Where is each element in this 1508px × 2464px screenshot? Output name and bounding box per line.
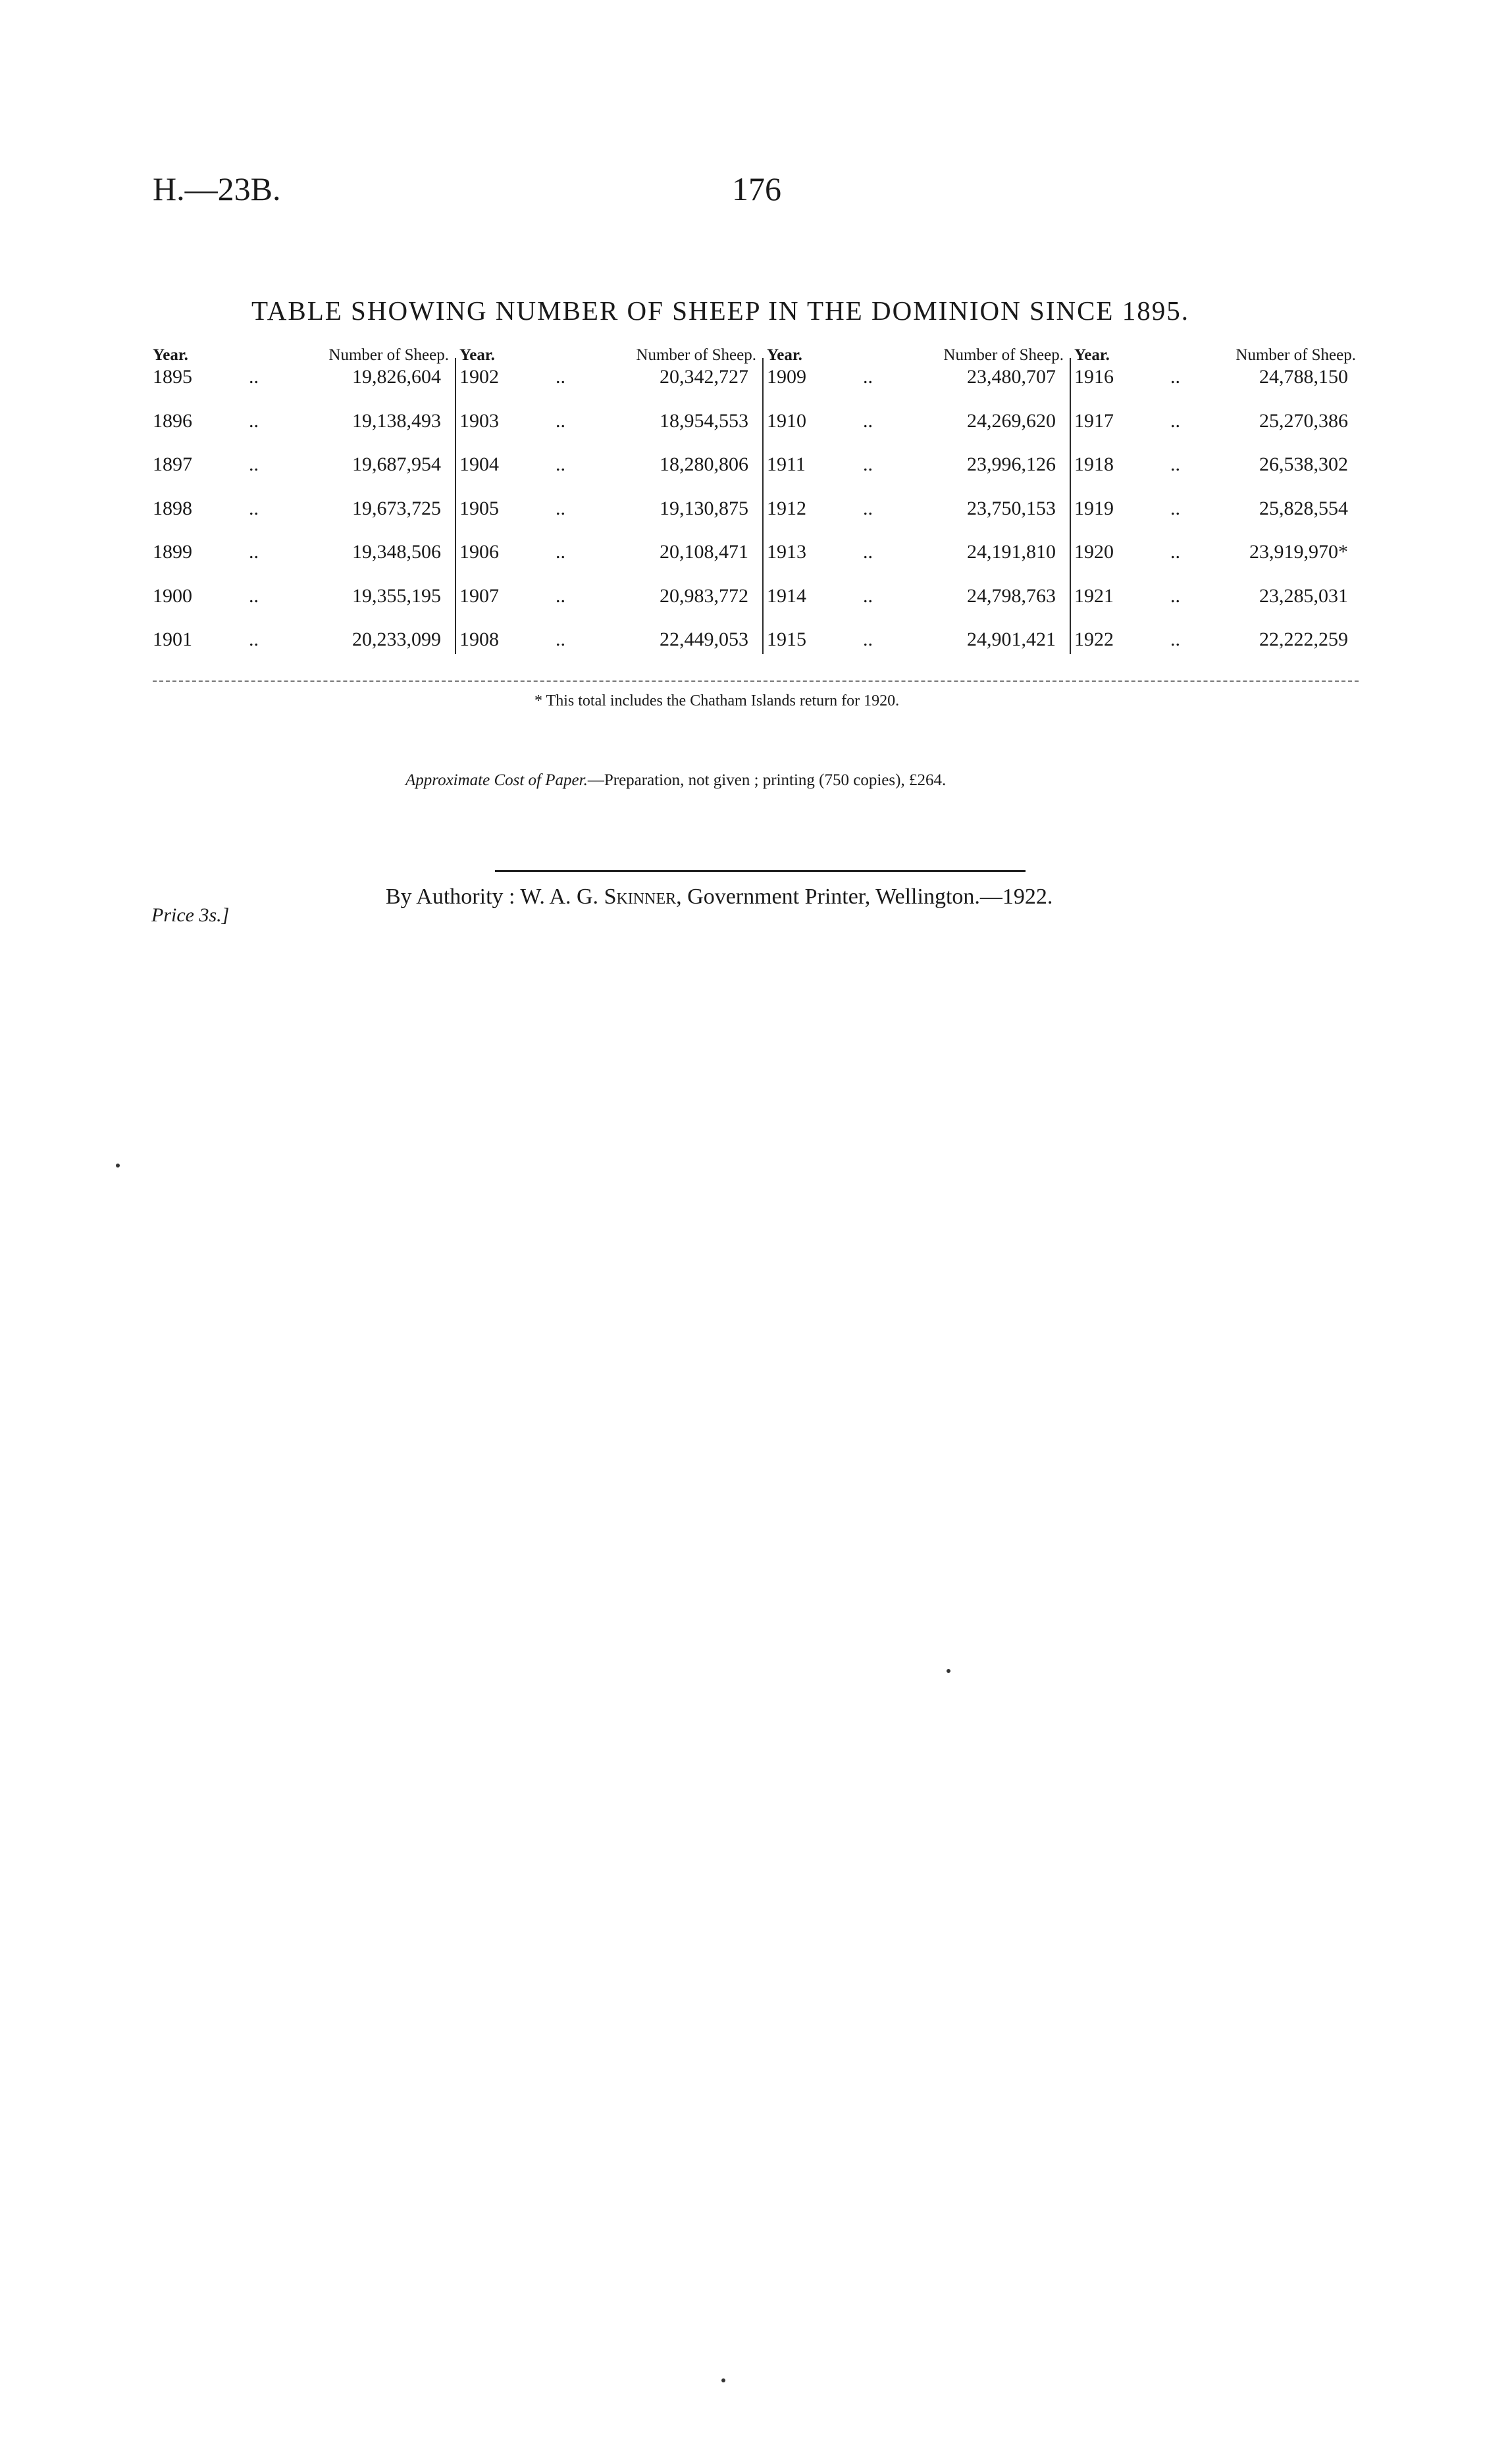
table-title: TABLE SHOWING NUMBER OF SHEEP IN THE DOMINION SINCE 1895. [251, 295, 1189, 326]
table-row [764, 453, 1069, 497]
row-sheep-count: 25,828,554 [1259, 497, 1348, 519]
row-year: 1910 [767, 409, 806, 432]
row-sheep-count: 22,222,259 [1259, 629, 1348, 650]
row-sheep-count: 19,130,875 [660, 497, 748, 519]
column-divider [1070, 358, 1071, 654]
row-sheep-count: 23,285,031 [1259, 584, 1348, 607]
table-row [764, 410, 1069, 453]
table-row [764, 541, 1069, 584]
table-row [1072, 366, 1361, 409]
sheep-table [150, 346, 1361, 655]
table-row [764, 629, 1069, 672]
row-leader: .. [863, 541, 873, 563]
imprint-prefix: By Authority : W. A. G. [386, 885, 604, 909]
row-leader: .. [249, 453, 259, 475]
row-year: 1901 [153, 629, 192, 650]
table-row [457, 629, 762, 672]
table-block [150, 346, 454, 655]
row-sheep-count: 26,538,302 [1259, 453, 1348, 475]
number-column-header: Number of Sheep. [1235, 346, 1356, 364]
row-sheep-count: 20,108,471 [660, 541, 748, 563]
row-leader: .. [863, 409, 873, 432]
cost-label: Approximate Cost of Paper. [405, 771, 588, 789]
column-divider [455, 358, 456, 654]
row-leader: .. [863, 453, 873, 475]
number-column-header: Number of Sheep. [943, 346, 1064, 364]
row-leader: .. [249, 409, 259, 432]
row-year: 1898 [153, 497, 192, 519]
cost-of-paper [405, 771, 946, 790]
row-year: 1897 [153, 453, 192, 475]
number-column-header: Number of Sheep. [636, 346, 756, 364]
table-rule [153, 680, 1359, 682]
row-year: 1900 [153, 584, 192, 607]
row-year: 1921 [1074, 584, 1114, 607]
row-leader: .. [249, 497, 259, 519]
table-row [1072, 498, 1361, 541]
row-year: 1903 [459, 409, 499, 432]
row-leader: .. [1170, 497, 1180, 519]
table-row [150, 366, 454, 409]
row-year: 1896 [153, 409, 192, 432]
row-sheep-count: 19,348,506 [352, 541, 441, 563]
row-year: 1917 [1074, 409, 1114, 432]
page-number: 176 [732, 170, 781, 207]
year-column-header: Year. [459, 346, 495, 364]
scan-speck [116, 1164, 120, 1168]
row-leader: .. [556, 453, 565, 475]
row-leader: .. [1170, 409, 1180, 432]
row-year: 1922 [1074, 629, 1114, 650]
row-year: 1905 [459, 497, 499, 519]
table-row [150, 541, 454, 584]
row-leader: .. [1170, 584, 1180, 607]
table-row [457, 410, 762, 453]
row-leader: .. [863, 629, 873, 650]
row-sheep-count: 18,280,806 [660, 453, 748, 475]
table-block [764, 346, 1069, 655]
row-leader: .. [249, 541, 259, 563]
row-year: 1918 [1074, 453, 1114, 475]
row-sheep-count: 25,270,386 [1259, 409, 1348, 432]
table-row [764, 585, 1069, 629]
row-year: 1920 [1074, 541, 1114, 563]
row-sheep-count: 19,138,493 [352, 409, 441, 432]
table-row [1072, 453, 1361, 497]
scan-speck [721, 2378, 725, 2382]
table-row [1072, 629, 1361, 672]
table-row [457, 453, 762, 497]
row-sheep-count: 22,449,053 [660, 629, 748, 650]
row-leader: .. [556, 541, 565, 563]
imprint-suffix: , Government Printer, Wellington.—1922. [676, 885, 1053, 909]
table-footnote: * This total includes the Chatham Islands return for 1920. [534, 692, 900, 709]
table-row [1072, 541, 1361, 584]
row-sheep-count: 24,269,620 [967, 409, 1056, 432]
row-sheep-count: 20,983,772 [660, 584, 748, 607]
row-year: 1907 [459, 584, 499, 607]
row-year: 1916 [1074, 366, 1114, 388]
row-leader: .. [863, 497, 873, 519]
table-row [150, 585, 454, 629]
row-sheep-count: 24,798,763 [967, 584, 1056, 607]
table-row [1072, 585, 1361, 629]
row-leader: .. [1170, 366, 1180, 388]
table-block [1072, 346, 1361, 655]
row-leader: .. [556, 497, 565, 519]
table-row [1072, 410, 1361, 453]
row-sheep-count: 18,954,553 [660, 409, 748, 432]
printer-name: Skinner [604, 885, 677, 909]
row-year: 1906 [459, 541, 499, 563]
year-column-header: Year. [153, 346, 188, 364]
table-block [457, 346, 762, 655]
table-row [457, 585, 762, 629]
row-year: 1919 [1074, 497, 1114, 519]
printer-imprint [386, 885, 1053, 910]
year-column-header: Year. [1074, 346, 1110, 364]
row-leader: .. [556, 366, 565, 388]
row-year: 1902 [459, 366, 499, 388]
table-row [150, 453, 454, 497]
row-leader: .. [556, 629, 565, 650]
row-year: 1904 [459, 453, 499, 475]
row-sheep-count: 19,355,195 [352, 584, 441, 607]
table-row [457, 541, 762, 584]
table-row [457, 366, 762, 409]
row-leader: .. [249, 366, 259, 388]
table-row [150, 410, 454, 453]
row-year: 1895 [153, 366, 192, 388]
column-divider [762, 358, 764, 654]
imprint-rule [495, 870, 1026, 872]
cost-text: —Preparation, not given ; printing (750 copies), £264. [587, 771, 947, 789]
row-sheep-count: 19,826,604 [352, 366, 441, 388]
row-sheep-count: 23,919,970* [1249, 541, 1348, 563]
row-sheep-count: 20,233,099 [352, 629, 441, 650]
table-row [764, 366, 1069, 409]
number-column-header: Number of Sheep. [328, 346, 449, 364]
row-sheep-count: 24,788,150 [1259, 366, 1348, 388]
row-year: 1912 [767, 497, 806, 519]
price: Price 3s.] [151, 904, 230, 926]
row-year: 1913 [767, 541, 806, 563]
row-year: 1908 [459, 629, 499, 650]
table-row [457, 498, 762, 541]
row-sheep-count: 24,191,810 [967, 541, 1056, 563]
document-reference: H.—23B. [153, 170, 281, 207]
row-leader: .. [249, 629, 259, 650]
row-leader: .. [249, 584, 259, 607]
row-leader: .. [863, 584, 873, 607]
row-sheep-count: 23,996,126 [967, 453, 1056, 475]
table-row [150, 498, 454, 541]
row-leader: .. [556, 409, 565, 432]
row-year: 1899 [153, 541, 192, 563]
row-leader: .. [1170, 453, 1180, 475]
row-year: 1911 [767, 453, 806, 475]
row-sheep-count: 24,901,421 [967, 629, 1056, 650]
row-sheep-count: 19,687,954 [352, 453, 441, 475]
row-year: 1909 [767, 366, 806, 388]
table-row [764, 498, 1069, 541]
row-sheep-count: 20,342,727 [660, 366, 748, 388]
row-leader: .. [1170, 629, 1180, 650]
row-sheep-count: 23,750,153 [967, 497, 1056, 519]
row-leader: .. [1170, 541, 1180, 563]
row-sheep-count: 23,480,707 [967, 366, 1056, 388]
row-leader: .. [863, 366, 873, 388]
row-year: 1914 [767, 584, 806, 607]
row-leader: .. [556, 584, 565, 607]
row-year: 1915 [767, 629, 806, 650]
row-sheep-count: 19,673,725 [352, 497, 441, 519]
year-column-header: Year. [767, 346, 802, 364]
scan-speck [947, 1669, 950, 1673]
table-row [150, 629, 454, 672]
